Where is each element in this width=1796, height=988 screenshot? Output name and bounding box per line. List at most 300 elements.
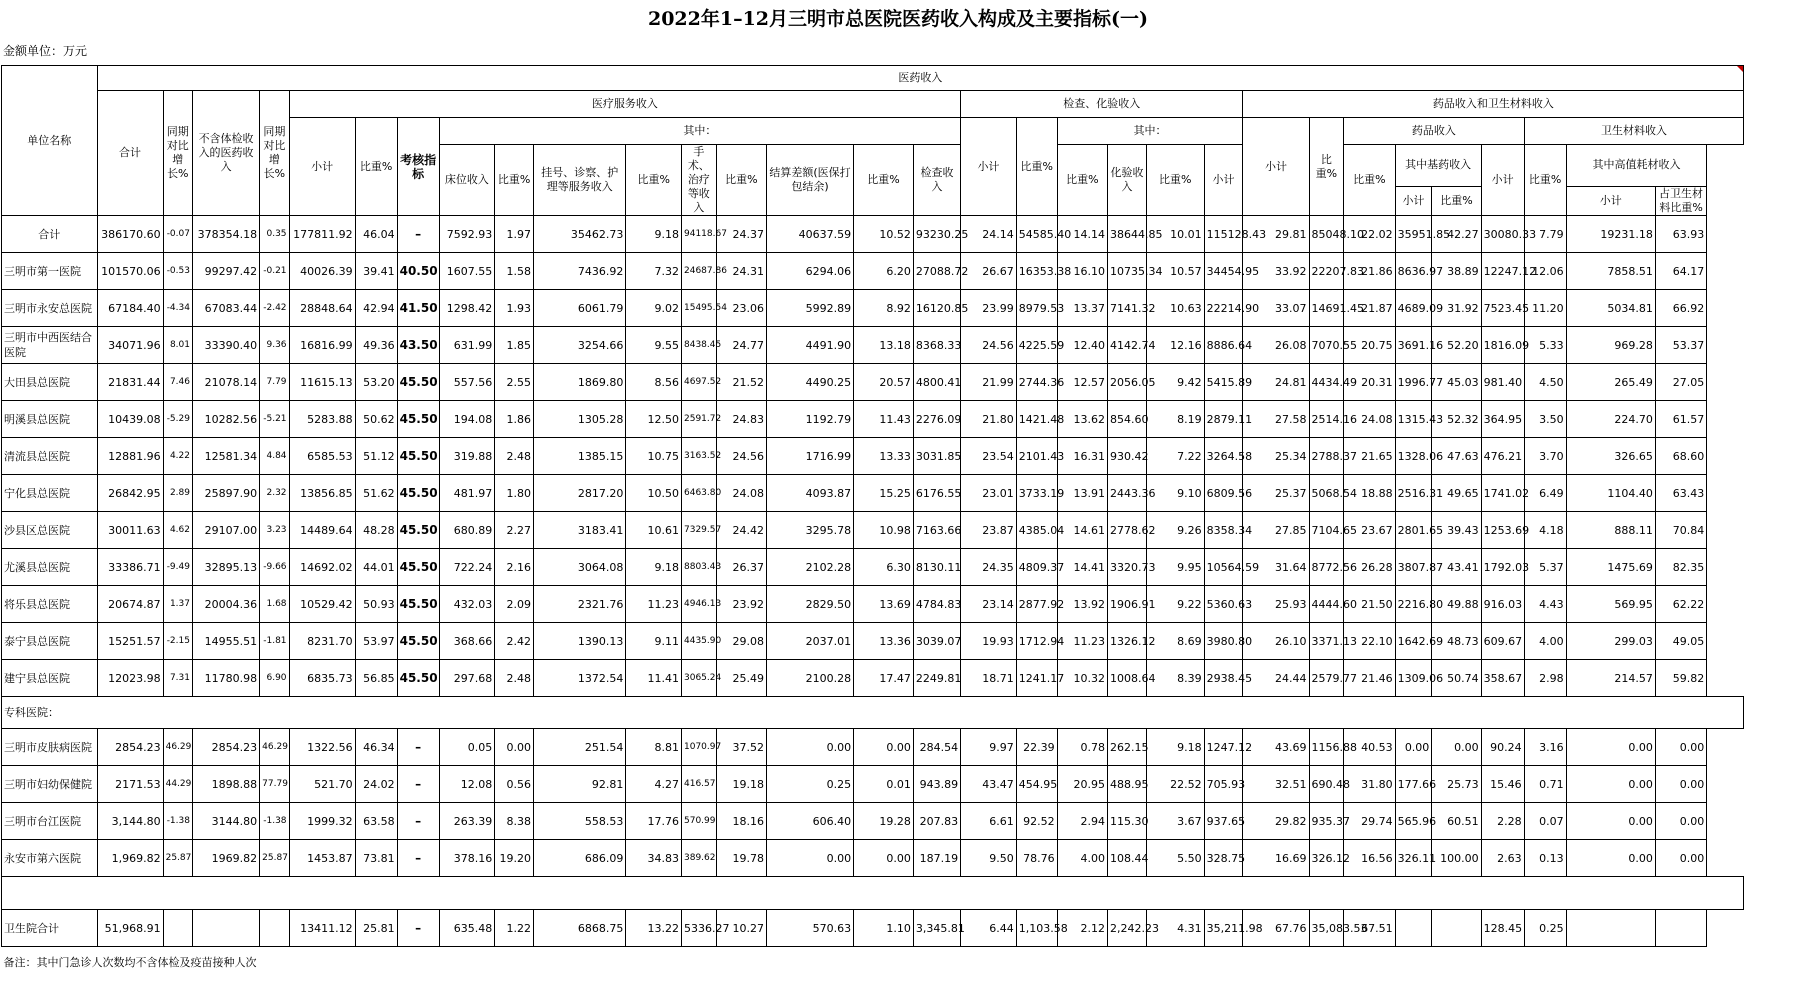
row-value: 0.00 (1395, 729, 1432, 766)
row-value: 4.00 (1057, 840, 1107, 877)
row-value: 93230.25 (913, 216, 960, 253)
row-value: 7858.51 (1566, 253, 1655, 290)
row-value: 23.14 (961, 586, 1017, 623)
header-bed: 床位收入 (439, 145, 495, 216)
row-value: 1969.82 (192, 840, 259, 877)
row-value: 12.08 (439, 766, 495, 803)
row-value: 44.01 (355, 549, 397, 586)
row-value: 609.67 (1481, 623, 1524, 660)
section-label: 专科医院： (2, 697, 1744, 729)
row-value: 0.78 (1057, 729, 1107, 766)
row-value: 46.04 (355, 216, 397, 253)
row-value: 24.44 (1243, 660, 1309, 697)
row-value: 1385.15 (534, 438, 626, 475)
header-basic-subtotal: 小计 (1395, 186, 1432, 215)
row-value: 67.76 (1243, 910, 1309, 947)
row-value: 45.50 (397, 475, 439, 512)
row-value: 1322.56 (289, 729, 355, 766)
table-row (2, 586, 1795, 623)
row-value: 40637.59 (767, 216, 854, 253)
row-value: 23.92 (716, 586, 766, 623)
row-value: 5.37 (1524, 549, 1566, 586)
row-value: 25.81 (355, 910, 397, 947)
row-value: 2.63 (1481, 840, 1524, 877)
row-value: 44.29 (163, 766, 192, 803)
header-drug-ratio: 比重% (1344, 145, 1395, 216)
header-drug-material: 药品收入和卫生材料收入 (1243, 91, 1744, 118)
table-row (2, 216, 1795, 253)
row-value: 1.22 (495, 910, 534, 947)
row-value: 2.48 (495, 438, 534, 475)
row-value: 26.37 (716, 549, 766, 586)
row-value: 92.81 (534, 766, 626, 803)
row-value: 26842.95 (97, 475, 163, 512)
row-value: -9.66 (260, 549, 289, 586)
row-value: 60.51 (1432, 803, 1481, 840)
row-value: 2.16 (495, 549, 534, 586)
row-value: 15495.54 (682, 290, 717, 327)
row-value: 39.41 (355, 253, 397, 290)
row-value: 10.57 (1146, 253, 1204, 290)
row-value: 0.05 (439, 729, 495, 766)
row-value: 3.70 (1524, 438, 1566, 475)
row-value: 4435.90 (682, 623, 717, 660)
row-value: 2854.23 (192, 729, 259, 766)
table-row (2, 327, 1795, 364)
unit-label: 金额单位：万元 (3, 44, 88, 58)
header-surgery-ratio: 比重% (716, 145, 766, 216)
row-value: 13.33 (854, 438, 914, 475)
header-reg-ratio: 比重% (626, 145, 682, 216)
row-value: 50.62 (355, 401, 397, 438)
row-value: 10529.42 (289, 586, 355, 623)
row-value: 56.85 (355, 660, 397, 697)
row-value: 27.85 (1243, 512, 1309, 549)
row-value (192, 910, 259, 947)
row-value: 4.62 (163, 512, 192, 549)
row-value: 21.65 (1344, 438, 1395, 475)
table-row (2, 364, 1795, 401)
row-value: 686.09 (534, 840, 626, 877)
row-value: 8979.53 (1016, 290, 1057, 327)
row-value: 1716.99 (767, 438, 854, 475)
row-value: 26.67 (961, 253, 1017, 290)
row-value: 2938.45 (1204, 660, 1243, 697)
row-value: 262.15 (1108, 729, 1147, 766)
row-value: 2101.43 (1016, 438, 1057, 475)
header-ms-ratio: 比重% (355, 118, 397, 216)
header-mat-subtotal: 小计 (1481, 145, 1524, 216)
row-value: 7.22 (1146, 438, 1204, 475)
row-value: 0.00 (1566, 840, 1655, 877)
row-value: -2.42 (260, 290, 289, 327)
row-unit-name: 三明市中西医结合医院 (2, 327, 98, 364)
row-value: 6.90 (260, 660, 289, 697)
row-value: 25.93 (1243, 586, 1309, 623)
row-value: 5360.63 (1204, 586, 1243, 623)
row-value: 38.89 (1432, 253, 1481, 290)
row-value: 7163.66 (913, 512, 960, 549)
row-value: 265.49 (1566, 364, 1655, 401)
row-value: 5336.27 (682, 910, 717, 947)
row-value: 29.74 (1344, 803, 1395, 840)
row-value: 8438.45 (682, 327, 717, 364)
row-value: 9.42 (1146, 364, 1204, 401)
row-value: 1253.69 (1481, 512, 1524, 549)
row-value: 73.81 (355, 840, 397, 877)
row-value: 326.12 (1309, 840, 1344, 877)
table-row (2, 766, 1795, 803)
header-bed-ratio: 比重% (495, 145, 534, 216)
header-medical-income: 医药收入 (97, 66, 1744, 91)
report-title: 2022年1–12月三明市总医院医药收入构成及主要指标(一) (647, 8, 1149, 30)
row-value: 1.86 (495, 401, 534, 438)
table-row (2, 253, 1795, 290)
header-registration: 挂号、诊察、护理等服务收入 (534, 145, 626, 216)
row-value: 2037.01 (767, 623, 854, 660)
row-value: 8130.11 (913, 549, 960, 586)
row-value: 3254.66 (534, 327, 626, 364)
row-value: 4946.13 (682, 586, 717, 623)
row-value: 25.73 (1432, 766, 1481, 803)
row-value: 4491.90 (767, 327, 854, 364)
row-value: 416.57 (682, 766, 717, 803)
row-value: 20.31 (1344, 364, 1395, 401)
row-unit-name: 明溪县总医院 (2, 401, 98, 438)
row-value: 2778.62 (1108, 512, 1147, 549)
row-value: 1475.69 (1566, 549, 1655, 586)
row-value: 6.20 (854, 253, 914, 290)
row-value: 33390.40 (192, 327, 259, 364)
row-value: 378.16 (439, 840, 495, 877)
header-total: 合计 (97, 91, 163, 216)
row-value: 13.62 (1057, 401, 1107, 438)
row-value: 38644.85 (1108, 216, 1147, 253)
row-value: 207.83 (913, 803, 960, 840)
row-value: 16.69 (1243, 840, 1309, 877)
row-value: 51.62 (355, 475, 397, 512)
row-value: 4490.25 (767, 364, 854, 401)
row-value: 7.46 (163, 364, 192, 401)
row-value: 0.00 (1432, 729, 1481, 766)
row-value: 9.18 (626, 549, 682, 586)
row-value: 22.52 (1146, 766, 1204, 803)
header-drug-income: 药品收入 (1344, 118, 1525, 145)
row-value: 22207.83 (1309, 253, 1344, 290)
row-value: 40026.39 (289, 253, 355, 290)
row-value: 8803.43 (682, 549, 717, 586)
row-value: 1.37 (163, 586, 192, 623)
row-value: 1.93 (495, 290, 534, 327)
row-value: 49.88 (1432, 586, 1481, 623)
row-value: 13856.85 (289, 475, 355, 512)
row-value: 8231.70 (289, 623, 355, 660)
row-value: 31.64 (1243, 549, 1309, 586)
row-value: 13.18 (854, 327, 914, 364)
row-value: 224.70 (1566, 401, 1655, 438)
row-value: 19.28 (854, 803, 914, 840)
row-value: 22214.90 (1204, 290, 1243, 327)
row-value: 2.09 (495, 586, 534, 623)
row-value: 16.31 (1057, 438, 1107, 475)
report-table (1, 65, 1795, 977)
row-value: 43.47 (961, 766, 1017, 803)
row-value: 22.02 (1344, 216, 1395, 253)
row-value: 8.38 (495, 803, 534, 840)
header-settlement: 结算差额(医保打包结余) (767, 145, 854, 216)
row-value: 29.81 (1243, 216, 1309, 253)
row-value: 521.70 (289, 766, 355, 803)
row-value: 19.20 (495, 840, 534, 877)
row-value: 969.28 (1566, 327, 1655, 364)
row-value: 4809.37 (1016, 549, 1057, 586)
row-value: 25897.90 (192, 475, 259, 512)
table-row (2, 729, 1795, 766)
row-value: 49.65 (1432, 475, 1481, 512)
row-value: 6585.53 (289, 438, 355, 475)
row-value: 1008.64 (1108, 660, 1147, 697)
row-value: 6835.73 (289, 660, 355, 697)
row-value: 6809.56 (1204, 475, 1243, 512)
row-value: 46.29 (260, 729, 289, 766)
row-value: 90.24 (1481, 729, 1524, 766)
row-unit-name: 尤溪县总医院 (2, 549, 98, 586)
row-value: 24.08 (716, 475, 766, 512)
row-value: 24.02 (355, 766, 397, 803)
row-value: 21.50 (1344, 586, 1395, 623)
row-value (1655, 910, 1706, 947)
row-value: 1816.09 (1481, 327, 1524, 364)
row-value: 0.00 (1655, 803, 1706, 840)
row-value: 8886.64 (1204, 327, 1243, 364)
row-value: 63.93 (1655, 216, 1706, 253)
row-value: 2216.80 (1395, 586, 1432, 623)
row-value: 722.24 (439, 549, 495, 586)
row-value: 21.86 (1344, 253, 1395, 290)
row-value: 54585.40 (1016, 216, 1057, 253)
row-value: 263.39 (439, 803, 495, 840)
row-value: 2.12 (1057, 910, 1107, 947)
row-value: 7104.65 (1309, 512, 1344, 549)
row-value: 20.75 (1344, 327, 1395, 364)
row-value: 1156.88 (1309, 729, 1344, 766)
row-value: 25.34 (1243, 438, 1309, 475)
row-value: 34454.95 (1204, 253, 1243, 290)
header-hv-subtotal: 小计 (1566, 186, 1655, 215)
row-value: – (397, 910, 439, 947)
row-value: 14.61 (1057, 512, 1107, 549)
row-value: 4225.59 (1016, 327, 1057, 364)
row-value: 9.22 (1146, 586, 1204, 623)
row-value: 47.63 (1432, 438, 1481, 475)
row-value: 705.93 (1204, 766, 1243, 803)
row-value: 1070.97 (682, 729, 717, 766)
row-value: 32.51 (1243, 766, 1309, 803)
row-value: 0.00 (495, 729, 534, 766)
row-value: 45.50 (397, 401, 439, 438)
row-value: 10.50 (626, 475, 682, 512)
row-unit-name: 合计 (2, 216, 98, 253)
table-row (2, 475, 1795, 512)
row-value: 50.74 (1432, 660, 1481, 697)
row-value: 12.50 (626, 401, 682, 438)
row-value: 18.88 (1344, 475, 1395, 512)
row-value: 92.52 (1016, 803, 1057, 840)
row-value: 45.50 (397, 438, 439, 475)
row-value: 1315.43 (1395, 401, 1432, 438)
header-ms-subtotal: 小计 (289, 118, 355, 216)
row-value: 9.18 (1146, 729, 1204, 766)
row-value: 1792.03 (1481, 549, 1524, 586)
row-value: 0.00 (1655, 840, 1706, 877)
row-value: 9.50 (961, 840, 1017, 877)
row-value: 24.31 (716, 253, 766, 290)
row-value: 481.97 (439, 475, 495, 512)
header-high-value: 其中高值耗材收入 (1566, 145, 1707, 187)
row-value: 26.28 (1344, 549, 1395, 586)
row-value: 5068.54 (1309, 475, 1344, 512)
row-value: 26.10 (1243, 623, 1309, 660)
row-value: 177.66 (1395, 766, 1432, 803)
row-value: 11.23 (626, 586, 682, 623)
header-assessment: 考核指标 (397, 118, 439, 216)
row-value: 4385.04 (1016, 512, 1057, 549)
row-value: 10735.34 (1108, 253, 1147, 290)
row-value: 6061.79 (534, 290, 626, 327)
row-value: 14691.45 (1309, 290, 1344, 327)
row-value: 2591.72 (682, 401, 717, 438)
row-value: 1999.32 (289, 803, 355, 840)
row-value: 24.14 (961, 216, 1017, 253)
row-value: 454.95 (1016, 766, 1057, 803)
row-value: 31.92 (1432, 290, 1481, 327)
row-value: 23.99 (961, 290, 1017, 327)
row-value: 41.50 (397, 290, 439, 327)
table-row (2, 623, 1795, 660)
row-value: 0.00 (1566, 803, 1655, 840)
row-value: 108.44 (1108, 840, 1147, 877)
row-value: 45.50 (397, 549, 439, 586)
row-value: – (397, 766, 439, 803)
header-lab: 化验收入 (1108, 145, 1147, 216)
row-value: 15.25 (854, 475, 914, 512)
row-value: 5415.89 (1204, 364, 1243, 401)
row-value: 21831.44 (97, 364, 163, 401)
row-value: 9.26 (1146, 512, 1204, 549)
row-value: 0.00 (854, 840, 914, 877)
row-value: 16353.38 (1016, 253, 1057, 290)
row-value: 46.29 (163, 729, 192, 766)
row-value: -1.38 (260, 803, 289, 840)
row-value: 1,103.58 (1016, 910, 1057, 947)
row-value: 0.71 (1524, 766, 1566, 803)
row-value: 23.67 (1344, 512, 1395, 549)
header-excl-test: 不含体检收入的医药收入 (192, 91, 259, 216)
row-value: 19.18 (716, 766, 766, 803)
row-value: 12.57 (1057, 364, 1107, 401)
row-value: 19.78 (716, 840, 766, 877)
row-value (1432, 910, 1481, 947)
row-value: 2.98 (1524, 660, 1566, 697)
row-value: 12581.34 (192, 438, 259, 475)
row-value: 1305.28 (534, 401, 626, 438)
row-value: -0.21 (260, 253, 289, 290)
row-value: 284.54 (913, 729, 960, 766)
row-value: 6294.06 (767, 253, 854, 290)
row-value: 937.65 (1204, 803, 1243, 840)
row-value: 2.28 (1481, 803, 1524, 840)
row-value: 3733.19 (1016, 475, 1057, 512)
table-row (2, 660, 1795, 697)
row-value: 389.62 (682, 840, 717, 877)
row-value: -1.38 (163, 803, 192, 840)
row-value: 16.56 (1344, 840, 1395, 877)
row-value: 690.48 (1309, 766, 1344, 803)
row-value: 16.10 (1057, 253, 1107, 290)
row-value: 0.00 (767, 729, 854, 766)
footnote: 备注：其中门急诊人次数均不含体检及疫苗接种人次 (3, 956, 257, 969)
row-value: 12023.98 (97, 660, 163, 697)
row-unit-name: 三明市妇幼保健院 (2, 766, 98, 803)
row-value: 24687.86 (682, 253, 717, 290)
row-value: 13.37 (1057, 290, 1107, 327)
row-value: 10.75 (626, 438, 682, 475)
row-value: 40.50 (397, 253, 439, 290)
row-value: 115128.43 (1204, 216, 1243, 253)
row-value: 20.57 (854, 364, 914, 401)
row-value: 1326.12 (1108, 623, 1147, 660)
blank-row (2, 877, 1744, 910)
row-value: 1.10 (854, 910, 914, 947)
row-value: 1741.02 (1481, 475, 1524, 512)
row-value: 7592.93 (439, 216, 495, 253)
header-yoy-2: 同期对比增长% (260, 91, 289, 216)
row-value: 70.84 (1655, 512, 1706, 549)
row-value: 2.42 (495, 623, 534, 660)
row-value: 3295.78 (767, 512, 854, 549)
header-dm-ratio: 比重% (1309, 118, 1344, 216)
row-value (163, 910, 192, 947)
row-value: 20004.36 (192, 586, 259, 623)
row-value: 42.27 (1432, 216, 1481, 253)
row-value: 8.01 (163, 327, 192, 364)
row-value: 35,083.53 (1309, 910, 1344, 947)
row-value: 4784.83 (913, 586, 960, 623)
row-value: 1,969.82 (97, 840, 163, 877)
row-value: 23.54 (961, 438, 1017, 475)
row-value: 14692.02 (289, 549, 355, 586)
row-value: 67184.40 (97, 290, 163, 327)
row-value: 3163.52 (682, 438, 717, 475)
row-value: 1247.12 (1204, 729, 1243, 766)
row-value: 52.32 (1432, 401, 1481, 438)
row-value: 1298.42 (439, 290, 495, 327)
row-value: 29.08 (716, 623, 766, 660)
row-value: 13.92 (1057, 586, 1107, 623)
row-unit-name: 永安市第六医院 (2, 840, 98, 877)
row-value: 3.16 (1524, 729, 1566, 766)
row-value: 9.10 (1146, 475, 1204, 512)
row-value: 2514.16 (1309, 401, 1344, 438)
row-value: 11.20 (1524, 290, 1566, 327)
row-value: 432.03 (439, 586, 495, 623)
row-value: 42.94 (355, 290, 397, 327)
row-value: 39.43 (1432, 512, 1481, 549)
row-value: 25.49 (716, 660, 766, 697)
row-value: 0.00 (767, 840, 854, 877)
row-value: 27.05 (1655, 364, 1706, 401)
row-value: 21.46 (1344, 660, 1395, 697)
